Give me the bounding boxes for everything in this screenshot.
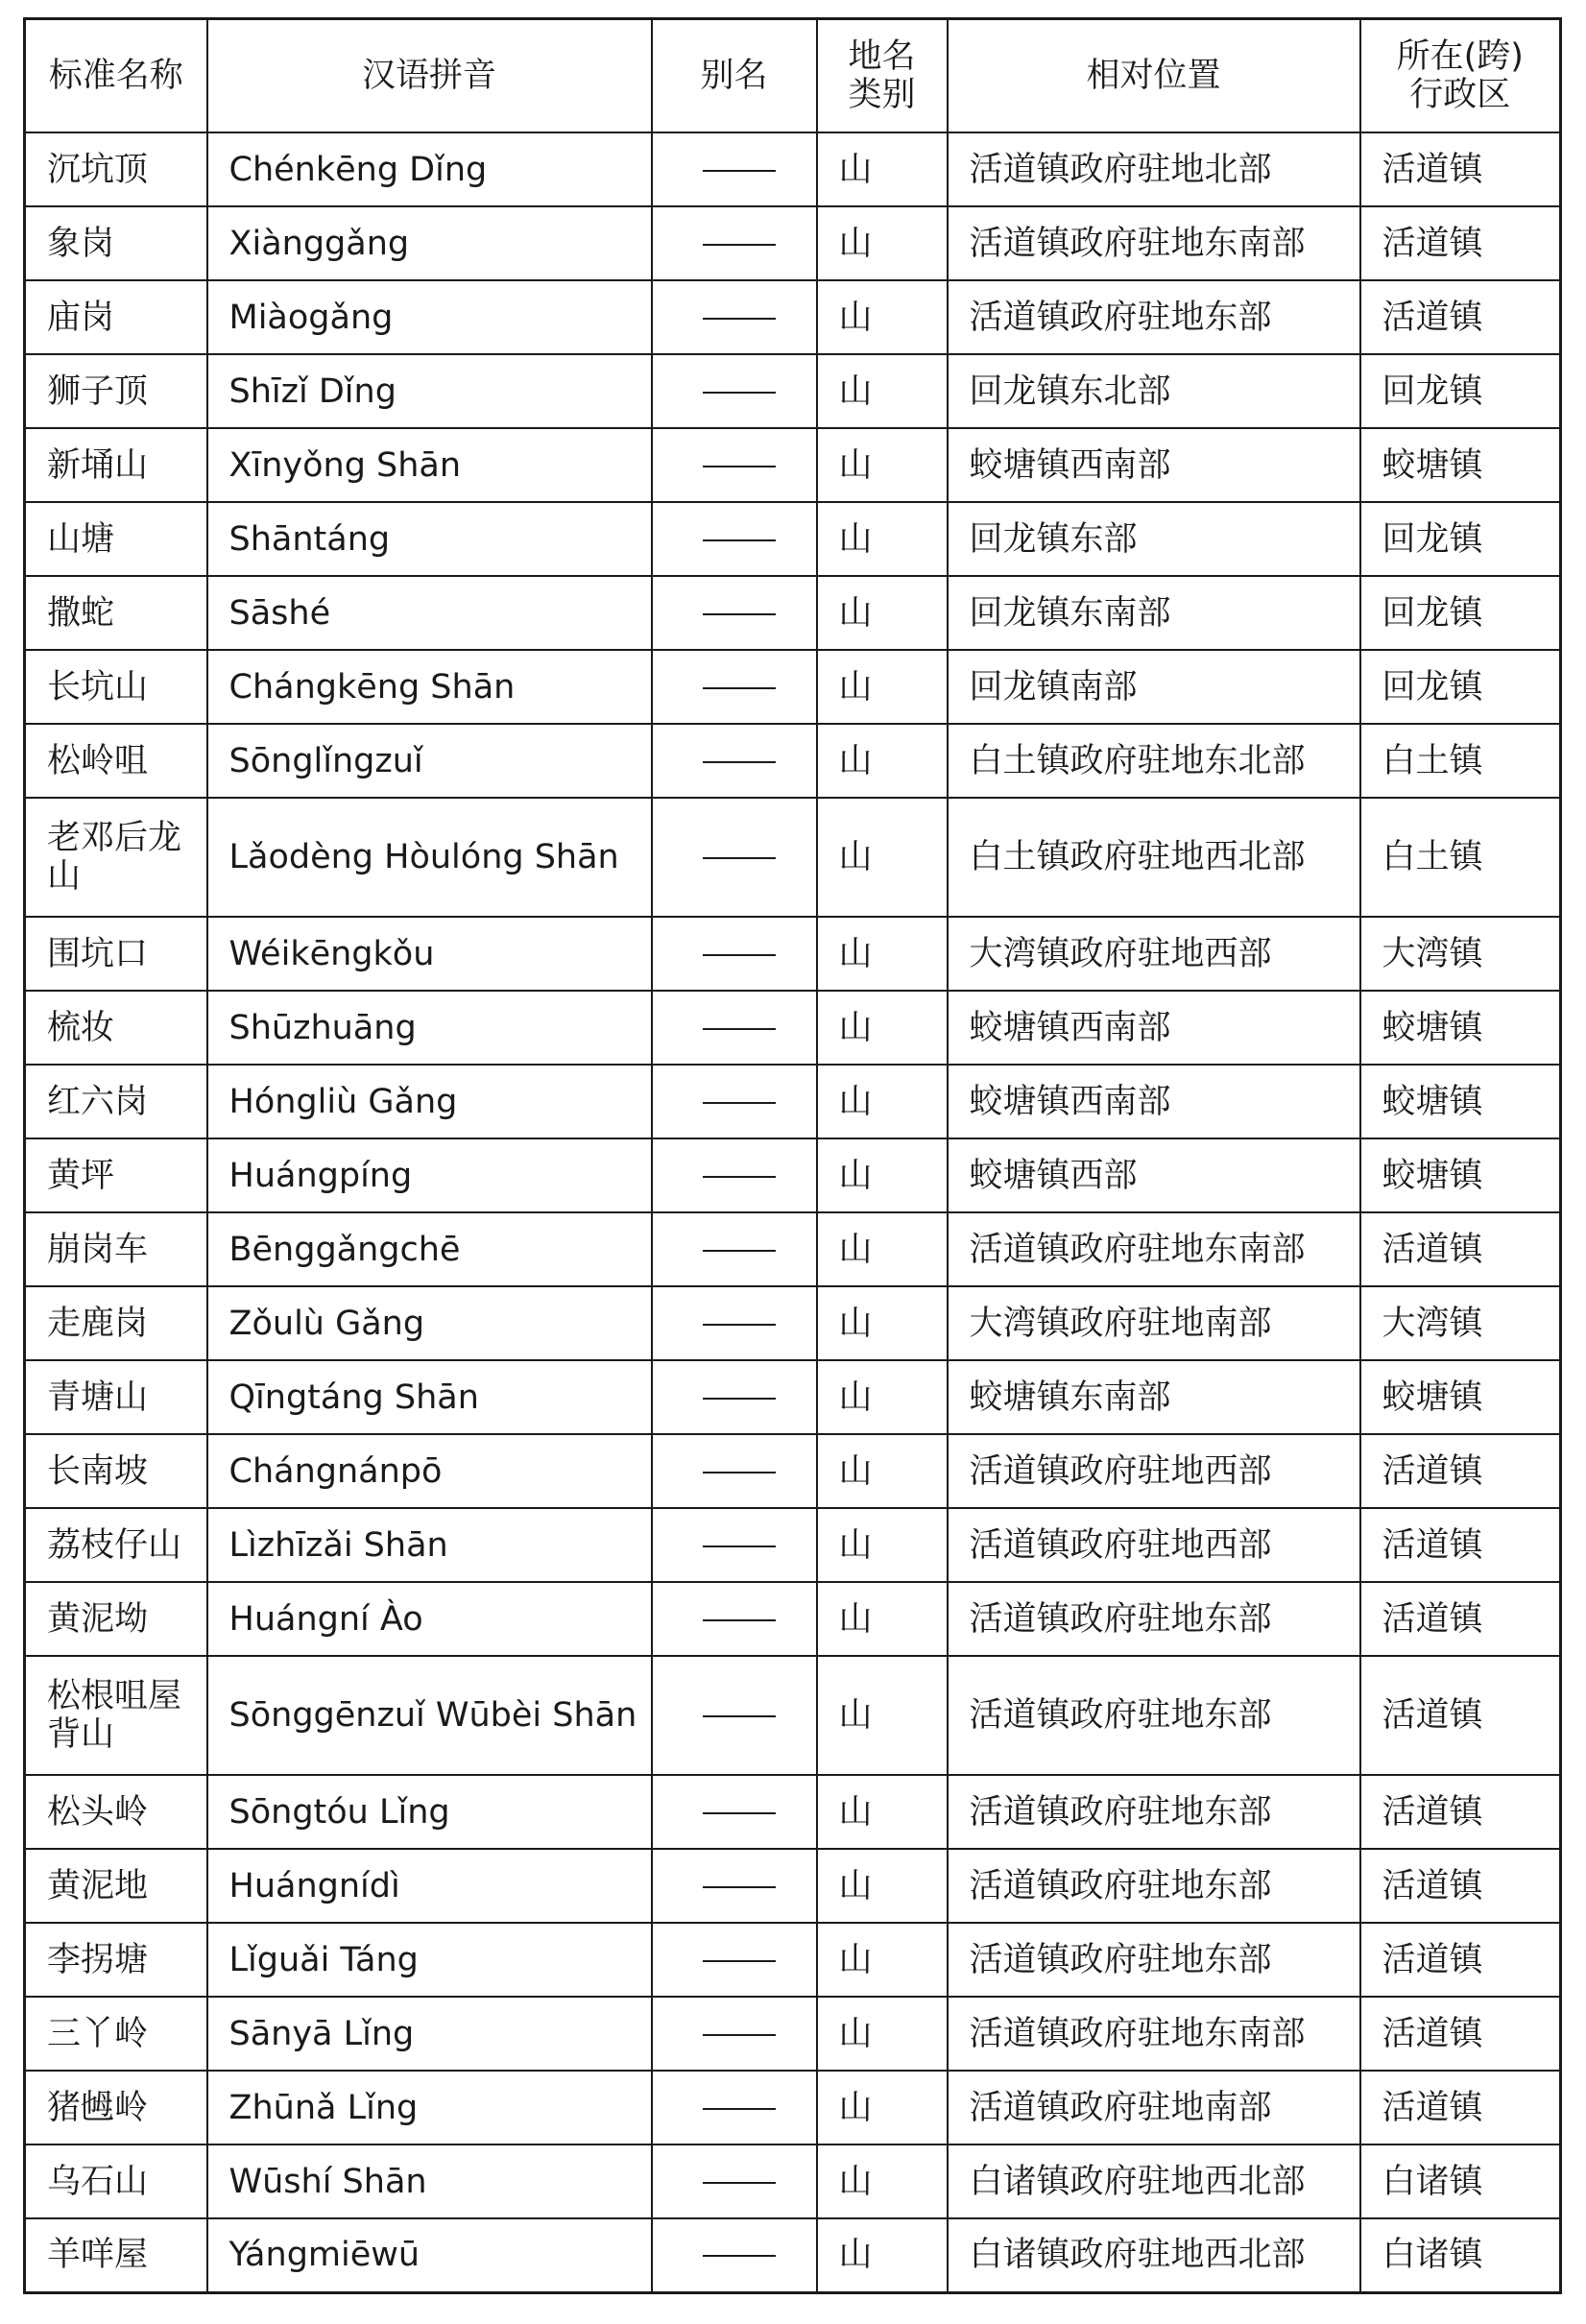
- alias-dash: [703, 244, 776, 246]
- cell-position: 活道镇政府驻地北部: [948, 132, 1360, 206]
- cell-district: 活道镇: [1360, 2071, 1561, 2144]
- cell-category: 山: [817, 1775, 948, 1849]
- cell-district: 蛟塘镇: [1360, 1360, 1561, 1434]
- header-category: [817, 19, 948, 133]
- cell-category: 山: [817, 991, 948, 1065]
- alias-dash: [703, 1102, 776, 1104]
- cell-name: 黄泥坳: [25, 1582, 207, 1656]
- cell-name: 青塘山: [25, 1360, 207, 1434]
- cell-category: 山: [817, 1212, 948, 1286]
- cell-pinyin: Wéikēngkǒu: [207, 917, 652, 991]
- cell-pinyin: Zǒulù Gǎng: [207, 1286, 652, 1360]
- cell-district: 活道镇: [1360, 206, 1561, 280]
- table-row: [25, 1508, 1561, 1582]
- cell-pinyin: Lǐguǎi Táng: [207, 1923, 652, 1997]
- cell-name: 三丫岭: [25, 1997, 207, 2071]
- cell-district: 活道镇: [1360, 1849, 1561, 1923]
- cell-district: 白诸镇: [1360, 2144, 1561, 2218]
- cell-pinyin: Shūzhuāng: [207, 991, 652, 1065]
- cell-name: 走鹿岗: [25, 1286, 207, 1360]
- cell-name: 山塘: [25, 502, 207, 576]
- alias-dash: [703, 857, 776, 859]
- table-row: [25, 1656, 1561, 1775]
- cell-name: 梳妆: [25, 991, 207, 1065]
- cell-position: 活道镇政府驻地东部: [948, 1656, 1360, 1775]
- alias-dash: [703, 954, 776, 956]
- cell-name: 长南坡: [25, 1434, 207, 1508]
- header-district-line-2: 行政区: [1409, 76, 1511, 114]
- cell-district: 回龙镇: [1360, 650, 1561, 724]
- cell-alias: [652, 1582, 817, 1656]
- cell-category: 山: [817, 1508, 948, 1582]
- cell-position: 活道镇政府驻地西部: [948, 1434, 1360, 1508]
- table-row: [25, 280, 1561, 354]
- cell-name: 李拐塘: [25, 1923, 207, 1997]
- cell-name: 羊咩屋: [25, 2218, 207, 2292]
- cell-position: 回龙镇东北部: [948, 354, 1360, 428]
- cell-district: 蛟塘镇: [1360, 991, 1561, 1065]
- cell-category: 山: [817, 2071, 948, 2144]
- cell-position: 活道镇政府驻地东南部: [948, 1997, 1360, 2071]
- cell-district: 活道镇: [1360, 1508, 1561, 1582]
- cell-position: 蛟塘镇西南部: [948, 1065, 1360, 1138]
- table-row: [25, 917, 1561, 991]
- cell-district: 活道镇: [1360, 1923, 1561, 1997]
- cell-alias: [652, 2144, 817, 2218]
- cell-alias: [652, 2071, 817, 2144]
- header-district: [1360, 19, 1561, 133]
- cell-alias: [652, 917, 817, 991]
- alias-dash: [703, 1812, 776, 1814]
- cell-pinyin: Zhūnǎ Lǐng: [207, 2071, 652, 2144]
- table-row: [25, 2144, 1561, 2218]
- cell-pinyin: Huángpíng: [207, 1138, 652, 1212]
- cell-district: 活道镇: [1360, 1434, 1561, 1508]
- cell-alias: [652, 280, 817, 354]
- cell-alias: [652, 1508, 817, 1582]
- cell-name: 崩岗车: [25, 1212, 207, 1286]
- cell-pinyin: Sōnggēnzuǐ Wūbèi Shān: [207, 1656, 652, 1775]
- cell-position: 回龙镇南部: [948, 650, 1360, 724]
- table-row: [25, 724, 1561, 798]
- cell-pinyin: Sānyā Lǐng: [207, 1997, 652, 2071]
- cell-name: 撒蛇: [25, 576, 207, 650]
- cell-category: 山: [817, 132, 948, 206]
- alias-dash: [703, 392, 776, 394]
- cell-alias: [652, 1775, 817, 1849]
- table-row: [25, 2218, 1561, 2292]
- table-row: [25, 1434, 1561, 1508]
- cell-position: 大湾镇政府驻地西部: [948, 917, 1360, 991]
- alias-dash: [703, 1324, 776, 1326]
- cell-district: 蛟塘镇: [1360, 1065, 1561, 1138]
- table-row: [25, 650, 1561, 724]
- cell-position: 活道镇政府驻地东部: [948, 1849, 1360, 1923]
- cell-pinyin: Hóngliù Gǎng: [207, 1065, 652, 1138]
- cell-district: 活道镇: [1360, 1212, 1561, 1286]
- alias-dash: [703, 2182, 776, 2184]
- cell-alias: [652, 428, 817, 502]
- cell-category: 山: [817, 428, 948, 502]
- header-pinyin: 汉语拼音: [207, 19, 652, 133]
- alias-dash: [703, 1028, 776, 1030]
- cell-position: 蛟塘镇西南部: [948, 991, 1360, 1065]
- cell-position: 白土镇政府驻地西北部: [948, 798, 1360, 917]
- cell-pinyin: Xīnyǒng Shān: [207, 428, 652, 502]
- cell-district: 大湾镇: [1360, 917, 1561, 991]
- cell-alias: [652, 798, 817, 917]
- cell-position: 活道镇政府驻地东南部: [948, 1212, 1360, 1286]
- table-row: [25, 132, 1561, 206]
- cell-position: 白土镇政府驻地东北部: [948, 724, 1360, 798]
- cell-category: 山: [817, 354, 948, 428]
- cell-name: 长坑山: [25, 650, 207, 724]
- header-category-line-2: 类别: [848, 76, 916, 114]
- table-row: [25, 2071, 1561, 2144]
- cell-alias: [652, 1849, 817, 1923]
- cell-district: 回龙镇: [1360, 576, 1561, 650]
- table-row: [25, 1065, 1561, 1138]
- cell-category: 山: [817, 1065, 948, 1138]
- cell-name: 红六岗: [25, 1065, 207, 1138]
- cell-district: 活道镇: [1360, 132, 1561, 206]
- cell-district: 活道镇: [1360, 1997, 1561, 2071]
- cell-pinyin: Miàogǎng: [207, 280, 652, 354]
- table-row: [25, 206, 1561, 280]
- cell-district: 活道镇: [1360, 1775, 1561, 1849]
- cell-category: 山: [817, 724, 948, 798]
- table-row: [25, 1286, 1561, 1360]
- cell-position: 蛟塘镇西部: [948, 1138, 1360, 1212]
- table-row: [25, 1849, 1561, 1923]
- cell-position: 活道镇政府驻地东部: [948, 1775, 1360, 1849]
- cell-position: 白诸镇政府驻地西北部: [948, 2218, 1360, 2292]
- table-row: [25, 354, 1561, 428]
- cell-category: 山: [817, 206, 948, 280]
- cell-name: 黄坪: [25, 1138, 207, 1212]
- cell-name: 松根咀屋背山: [25, 1656, 207, 1775]
- cell-category: 山: [817, 2144, 948, 2218]
- cell-position: 活道镇政府驻地南部: [948, 2071, 1360, 2144]
- header-name: 标准名称: [25, 19, 207, 133]
- cell-category: 山: [817, 576, 948, 650]
- alias-dash: [703, 2255, 776, 2257]
- table-row: [25, 1360, 1561, 1434]
- cell-name: 荔枝仔山: [25, 1508, 207, 1582]
- alias-dash: [703, 1398, 776, 1400]
- cell-district: 回龙镇: [1360, 354, 1561, 428]
- cell-position: 大湾镇政府驻地南部: [948, 1286, 1360, 1360]
- cell-pinyin: Lìzhīzǎi Shān: [207, 1508, 652, 1582]
- cell-alias: [652, 206, 817, 280]
- alias-dash: [703, 1960, 776, 1962]
- cell-alias: [652, 354, 817, 428]
- cell-alias: [652, 1065, 817, 1138]
- cell-pinyin: Yángmiēwū: [207, 2218, 652, 2292]
- cell-pinyin: Bēnggǎngchē: [207, 1212, 652, 1286]
- cell-category: 山: [817, 798, 948, 917]
- cell-position: 蛟塘镇西南部: [948, 428, 1360, 502]
- cell-category: 山: [817, 1656, 948, 1775]
- cell-pinyin: Wūshí Shān: [207, 2144, 652, 2218]
- cell-pinyin: Huángnídì: [207, 1849, 652, 1923]
- cell-alias: [652, 650, 817, 724]
- cell-pinyin: Shāntáng: [207, 502, 652, 576]
- table-row: [25, 991, 1561, 1065]
- table-row: [25, 798, 1561, 917]
- cell-alias: [652, 1212, 817, 1286]
- cell-alias: [652, 724, 817, 798]
- cell-position: 回龙镇东部: [948, 502, 1360, 576]
- cell-name: 新埇山: [25, 428, 207, 502]
- cell-district: 大湾镇: [1360, 1286, 1561, 1360]
- cell-pinyin: Shīzǐ Dǐng: [207, 354, 652, 428]
- cell-alias: [652, 1656, 817, 1775]
- alias-dash: [703, 1619, 776, 1621]
- cell-position: 蛟塘镇东南部: [948, 1360, 1360, 1434]
- cell-district: 蛟塘镇: [1360, 1138, 1561, 1212]
- cell-name: 猪乸岭: [25, 2071, 207, 2144]
- alias-dash: [703, 1176, 776, 1178]
- cell-category: 山: [817, 1138, 948, 1212]
- table-row: [25, 502, 1561, 576]
- alias-dash: [703, 2034, 776, 2036]
- alias-dash: [703, 170, 776, 172]
- cell-pinyin: Chénkēng Dǐng: [207, 132, 652, 206]
- cell-alias: [652, 576, 817, 650]
- cell-position: 白诸镇政府驻地西北部: [948, 2144, 1360, 2218]
- header-category-line-1: 地名: [848, 37, 916, 76]
- alias-dash: [703, 1715, 776, 1717]
- cell-pinyin: Sāshé: [207, 576, 652, 650]
- cell-alias: [652, 1923, 817, 1997]
- cell-category: 山: [817, 502, 948, 576]
- alias-dash: [703, 466, 776, 467]
- place-name-table: [23, 17, 1562, 2294]
- alias-dash: [703, 2108, 776, 2110]
- cell-category: 山: [817, 1286, 948, 1360]
- table-row: [25, 576, 1561, 650]
- cell-district: 活道镇: [1360, 1656, 1561, 1775]
- cell-category: 山: [817, 2218, 948, 2292]
- cell-position: 回龙镇东南部: [948, 576, 1360, 650]
- cell-category: 山: [817, 1360, 948, 1434]
- cell-alias: [652, 132, 817, 206]
- cell-position: 活道镇政府驻地东部: [948, 1582, 1360, 1656]
- cell-position: 活道镇政府驻地东南部: [948, 206, 1360, 280]
- table-row: [25, 1997, 1561, 2071]
- cell-name: 黄泥地: [25, 1849, 207, 1923]
- table-row: [25, 428, 1561, 502]
- cell-alias: [652, 2218, 817, 2292]
- table-row: [25, 1138, 1561, 1212]
- cell-alias: [652, 1434, 817, 1508]
- cell-district: 蛟塘镇: [1360, 428, 1561, 502]
- alias-dash: [703, 1545, 776, 1547]
- alias-dash: [703, 318, 776, 320]
- cell-name: 乌石山: [25, 2144, 207, 2218]
- cell-district: 回龙镇: [1360, 502, 1561, 576]
- cell-pinyin: Chángkēng Shān: [207, 650, 652, 724]
- alias-dash: [703, 1250, 776, 1252]
- header-alias: 别名: [652, 19, 817, 133]
- cell-pinyin: Huángní Ào: [207, 1582, 652, 1656]
- cell-alias: [652, 1286, 817, 1360]
- table-row: [25, 1923, 1561, 1997]
- alias-dash: [703, 539, 776, 541]
- cell-name: 松头岭: [25, 1775, 207, 1849]
- cell-district: 活道镇: [1360, 280, 1561, 354]
- cell-alias: [652, 991, 817, 1065]
- header-position: 相对位置: [948, 19, 1360, 133]
- cell-name: 围坑口: [25, 917, 207, 991]
- cell-district: 白土镇: [1360, 724, 1561, 798]
- table-body: [25, 132, 1561, 2292]
- alias-dash: [703, 761, 776, 763]
- cell-alias: [652, 1997, 817, 2071]
- cell-category: 山: [817, 1997, 948, 2071]
- header-row: [25, 19, 1561, 133]
- header-district-line-1: 所在(跨): [1396, 37, 1524, 76]
- alias-dash: [703, 613, 776, 615]
- table-row: [25, 1212, 1561, 1286]
- cell-district: 活道镇: [1360, 1582, 1561, 1656]
- cell-position: 活道镇政府驻地东部: [948, 1923, 1360, 1997]
- cell-pinyin: Xiànggǎng: [207, 206, 652, 280]
- alias-dash: [703, 687, 776, 689]
- cell-pinyin: Qīngtáng Shān: [207, 1360, 652, 1434]
- cell-category: 山: [817, 917, 948, 991]
- cell-name: 庙岗: [25, 280, 207, 354]
- cell-name: 沉坑顶: [25, 132, 207, 206]
- cell-category: 山: [817, 1849, 948, 1923]
- alias-dash: [703, 1886, 776, 1888]
- cell-pinyin: Sōnglǐngzuǐ: [207, 724, 652, 798]
- cell-alias: [652, 502, 817, 576]
- table-row: [25, 1775, 1561, 1849]
- cell-alias: [652, 1360, 817, 1434]
- cell-alias: [652, 1138, 817, 1212]
- cell-pinyin: Chángnánpō: [207, 1434, 652, 1508]
- cell-position: 活道镇政府驻地东部: [948, 280, 1360, 354]
- cell-name: 松岭咀: [25, 724, 207, 798]
- cell-name: 狮子顶: [25, 354, 207, 428]
- cell-category: 山: [817, 1923, 948, 1997]
- cell-district: 白诸镇: [1360, 2218, 1561, 2292]
- table-row: [25, 1582, 1561, 1656]
- cell-category: 山: [817, 650, 948, 724]
- cell-district: 白土镇: [1360, 798, 1561, 917]
- cell-pinyin: Sōngtóu Lǐng: [207, 1775, 652, 1849]
- cell-category: 山: [817, 1582, 948, 1656]
- cell-name: 象岗: [25, 206, 207, 280]
- cell-pinyin: Lǎodèng Hòulóng Shān: [207, 798, 652, 917]
- cell-category: 山: [817, 1434, 948, 1508]
- alias-dash: [703, 1472, 776, 1473]
- cell-category: 山: [817, 280, 948, 354]
- cell-name: 老邓后龙山: [25, 798, 207, 917]
- cell-position: 活道镇政府驻地西部: [948, 1508, 1360, 1582]
